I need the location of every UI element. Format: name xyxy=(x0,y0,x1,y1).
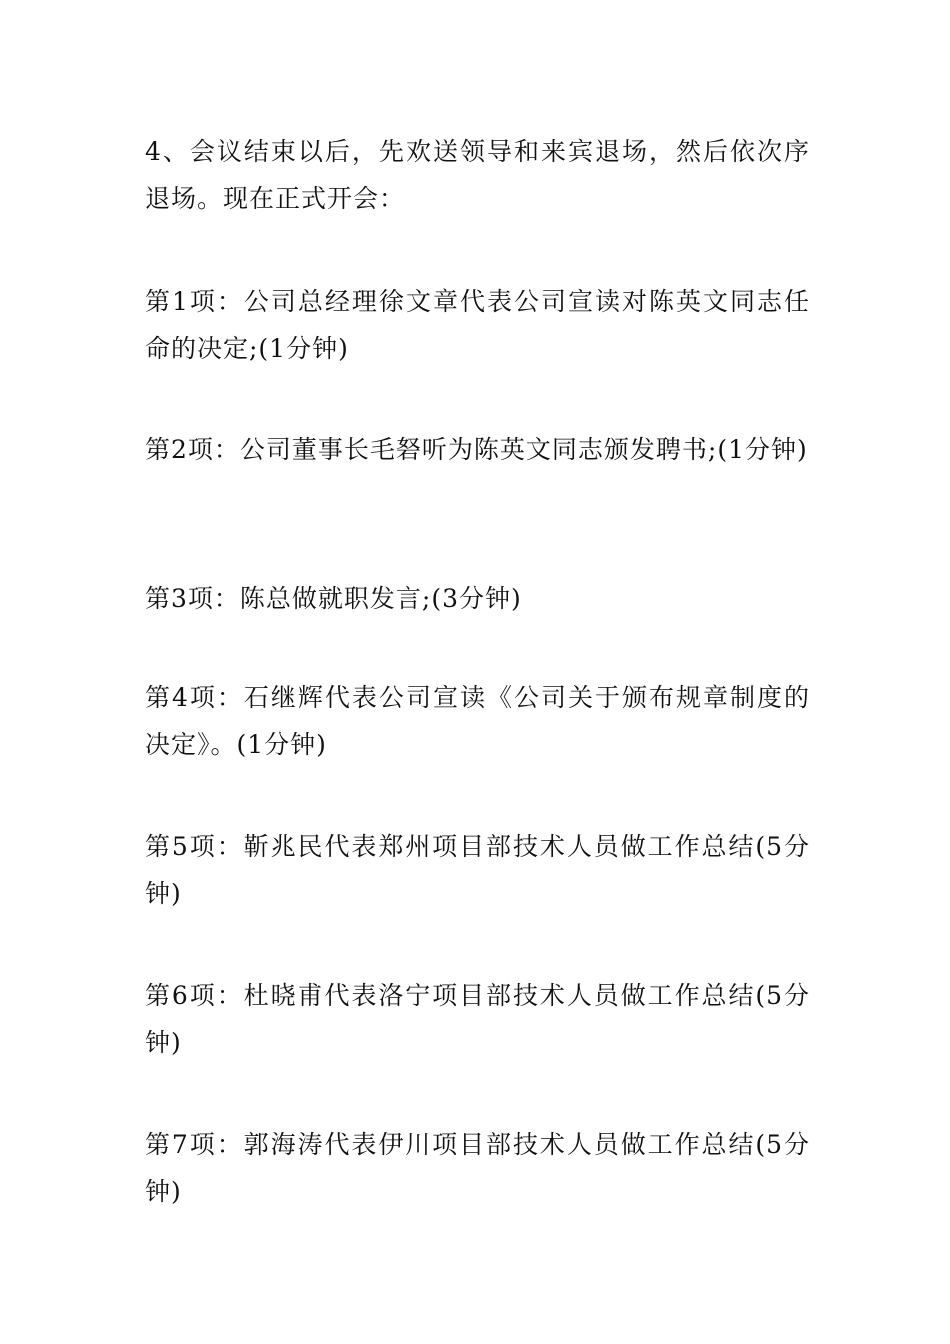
agenda-item-6: 第6项：杜晓甫代表洛宁项目部技术人员做工作总结(5分钟) xyxy=(145,981,810,1057)
agenda-item-7: 第7项：郭海涛代表伊川项目部技术人员做工作总结(5分钟) xyxy=(145,1130,810,1206)
agenda-item-4: 第4项：石继辉代表公司宣读《公司关于颁布规章制度的决定》。(1分钟) xyxy=(145,683,810,759)
agenda-item-5: 第5项：靳兆民代表郑州项目部技术人员做工作总结(5分钟) xyxy=(145,832,810,908)
closing-instruction-paragraph: 4、会议结束以后，先欢送领导和来宾退场，然后依次序退场。现在正式开会： xyxy=(145,137,810,213)
agenda-item-2: 第2项：公司董事长毛砮听为陈英文同志颁发聘书;(1分钟) xyxy=(145,435,808,464)
agenda-item-3: 第3项：陈总做就职发言;(3分钟) xyxy=(145,584,522,613)
agenda-item-1: 第1项：公司总经理徐文章代表公司宣读对陈英文同志任命的决定;(1分钟) xyxy=(145,287,810,363)
